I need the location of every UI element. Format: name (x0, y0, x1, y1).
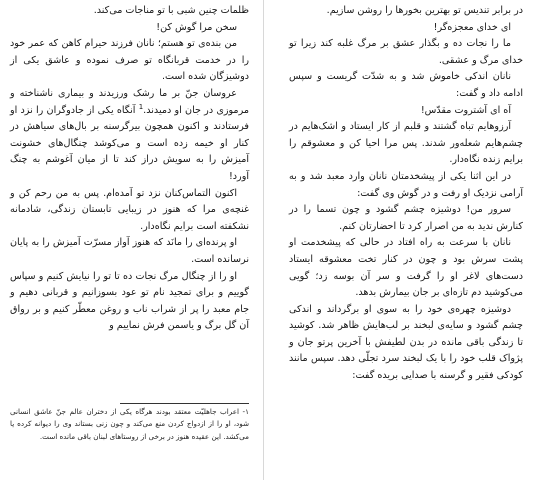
paragraph: در برابر تندیس تو بهترین بخورها را روشن سازیم. (326, 5, 523, 16)
paragraph: سرور من! دوشیزه چشم گشود و چون تسما را در کنارش ندید به من اصرار کرد تا احضارتان کنم. (289, 204, 523, 232)
footnote-divider (120, 403, 249, 404)
paragraph: دوشیزه چهره‌ی خود را به سوی او برگرداند و اندکی چشم گشود و سایه‌ی لبخند بر لب‌هایش ظاهر شد. کوشید تا زندگی باقی مانده در بدن لطیفش با آخرین پرتو جان و پژواک قلب خود را با یک لبخند سرد تجلّی دهد. سپس مانند کودکی فقیر و گرسنه با صدایی بریده گفت: (289, 303, 523, 382)
paragraph: ظلمات چنین شبی با تو مناجات می‌کند. (93, 5, 249, 16)
footnote: ۱- اعراب جاهلیّت معتقد بودند هرگاه یکی از دختران عالم جنّ عاشق انسانی شود، او را از ازدواج کردن منع می‌کند و چون زنی بستاند وی را دیوانه کرده یا می‌کشد. این عقیده هنوز در برخی از روستاهای لبنان باقی مانده است. (10, 407, 249, 441)
footnote-marker: 1 (138, 102, 144, 111)
paragraph: ما را نجات ده و بگذار عشق بر مرگ غلبه کند زیرا تو خدای مرگ و عشقی. (289, 38, 523, 66)
paragraph: نانان با سرعت به راه افتاد در حالی که پیشخدمت او پشت سرش بود و چون در کنار تخت معشوقه ایستاد دست‌های لاغر او را گرفت و سر آن بوسه زد؛ گویی می‌کوشید دم تازه‌ای بر جان بیمارش بدهد. (289, 237, 523, 299)
left-page (0, 0, 264, 480)
paragraph-text: عروسان جنّ بر ما رشک ورزیدند و بیماری ناشناخته و مرموزی در جان او دمیدند. (10, 87, 249, 116)
left-page-body (10, 3, 249, 335)
right-page-body (289, 3, 523, 385)
paragraph: نانان اندکی خاموش شد و به شدّت گریست و سپس ادامه داد و گفت: (289, 71, 523, 99)
paragraph: در این اثنا یکی از پیشخدمتان نانان وارد معبد شد و به آرامی نزدیک او رفت و در گوش وی گفت: (289, 170, 523, 199)
paragraph: ای خدای معجزه‌گر! (433, 21, 511, 33)
paragraph-text: آنگاه یکی از جادوگران را نزد او فرستادند و اکنون همچون بیرگرسنه بر بال‌های سیاهش در کنار او خیمه زده است و می‌کوشد چنگال‌های خشونت آمیزش را به سویش دراز کند تا از میان آغوشم به چنگ آورد! (10, 104, 249, 182)
paragraph: آرزوهایم تباه گشتند و قلبم از کار ایستاد و اشک‌هایم در چشم‌هایم شعله‌ور شدند. پس مرا احیا کن و معشوقم را برایم زنده نگاه‌دار. (289, 121, 523, 166)
right-page (271, 0, 533, 480)
paragraph: او را از چنگال مرگ نجات ده تا تو را نیایش کنیم و سپاس گوییم و برای تمجید نام تو عود بسوزانیم و قربانی دهیم و جام معبد را پر از شراب ناب و روغن معطّر کنیم و بر رواق آن گل برگ و یاسمن فرش نماییم و (10, 270, 249, 332)
paragraph (10, 86, 249, 186)
paragraph: من بنده‌ی تو هستم؛ نانان فرزند حیرام کاهن که عمر خود را در خدمت قربانگاه تو صرف نموده و عاشق یکی از دوشیزگان شده است. (10, 38, 249, 83)
paragraph: آه ای آشتروت مقدّس! (420, 104, 511, 116)
paragraph: اکنون التماس‌کنان نزد تو آمده‌ام. پس به من رحم کن و غنچه‌ی مرا که هنوز در زیبایی تابستان زندگی، شادمانه نشکفته است برایم نگاه‌دار. (10, 187, 249, 232)
paragraph: سخن مرا گوش کن! (156, 21, 237, 33)
paragraph: او پرنده‌ای را مانَد که هنوز آواز مسرّت آمیزش را به پایان نرسانده است. (10, 237, 249, 265)
